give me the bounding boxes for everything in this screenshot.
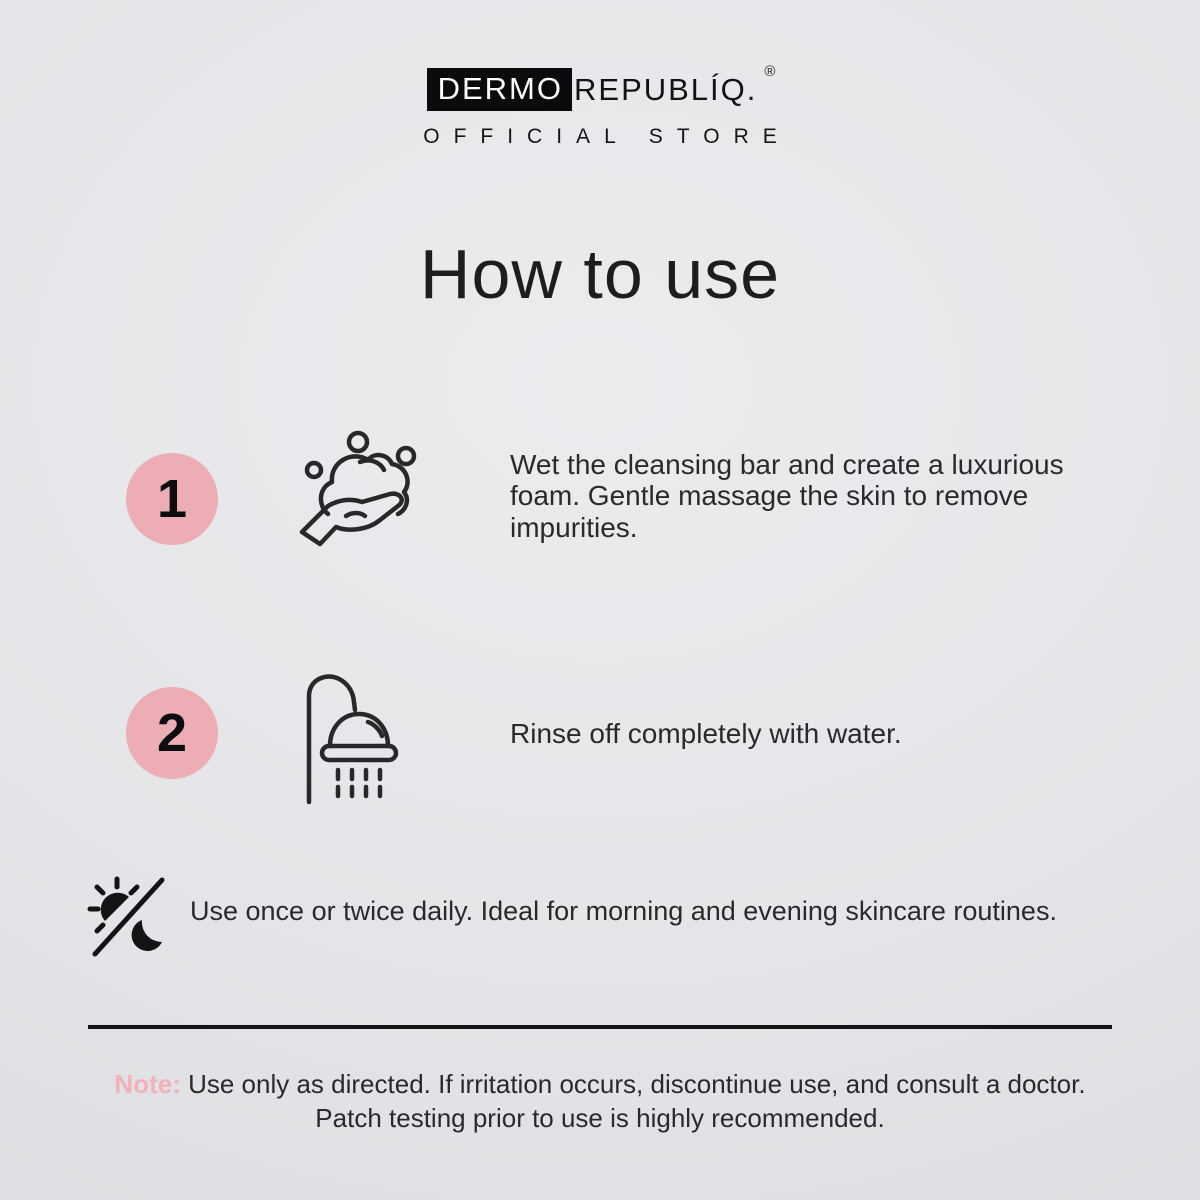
logo-secondary-text: REPUBLÍQ. ® [574, 63, 776, 107]
brand-logo [427, 63, 776, 111]
step-2-number: 2 [156, 703, 188, 763]
step-2-number-badge [126, 687, 218, 779]
step-2-text: Rinse off completely with water. [510, 718, 902, 749]
registered-trademark-icon: ® [764, 63, 776, 80]
note-paragraph [30, 1068, 1170, 1136]
brand-header [0, 63, 1200, 149]
divider-line [88, 1025, 1112, 1029]
logo-primary-text: DERMO [427, 68, 572, 111]
day-night-icon [86, 870, 178, 967]
foam-hand-icon [294, 430, 426, 567]
note-text-line2: Patch testing prior to use is highly recommended. [315, 1102, 885, 1133]
note-text-line1: Use only as directed. If irritation occurs, discontinue use, and consult a doctor. [188, 1069, 1086, 1099]
shower-icon [296, 664, 416, 811]
step-1-text: Wet the cleansing bar and create a luxurious foam. Gentle massage the skin to remove impurities. [510, 449, 1064, 543]
frequency-text: Use once or twice daily. Ideal for morning and evening skincare routines. [190, 896, 1057, 926]
official-store-label: OFFICIAL STORE [423, 125, 791, 148]
note-line-1 [114, 1069, 1085, 1099]
page-title: How to use [419, 235, 781, 313]
step-1-number-badge [126, 453, 218, 545]
step-1-number: 1 [156, 469, 188, 529]
note-label: Note: [114, 1069, 181, 1099]
